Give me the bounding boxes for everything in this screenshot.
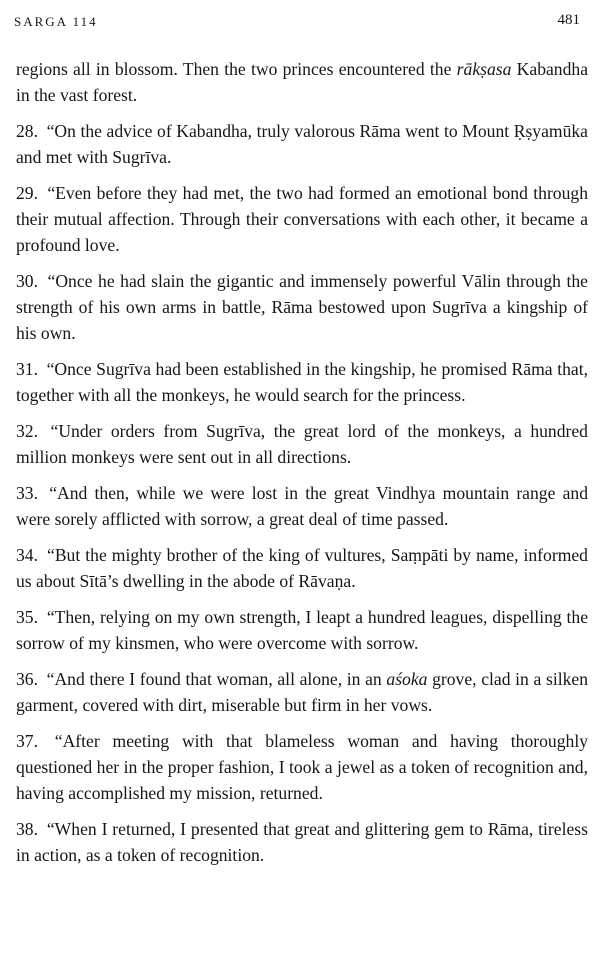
verse-number: 29. (16, 183, 38, 203)
paragraph-text: “Then, relying on my own strength, I leapt a hundred leagues, dispelling the sorrow of my kinsmen, who were overcome with sorrow. (16, 607, 589, 653)
verse-number: 31. (16, 359, 38, 379)
verse-number: 28. (16, 121, 38, 141)
paragraph-text: “Under orders from Sugrīva, the great lord of the monkeys, a hundred million monkeys were sent out in all directions. (16, 421, 588, 467)
verse-number: 32. (16, 421, 38, 441)
paragraph-32 (16, 418, 588, 470)
paragraph-37 (16, 728, 588, 806)
paragraph-30 (16, 268, 588, 346)
verse-number: 38. (16, 819, 38, 839)
paragraph-text-b: Kabandha in the vast forest. (16, 59, 588, 105)
paragraph-29 (16, 180, 588, 258)
paragraph-text: “But the mighty brother of the king of vultures, Saṃpāti by name, informed us about Sītā’s dwelling in the abode of Rāvaṇa. (16, 545, 588, 591)
verse-number: 37. (16, 731, 38, 751)
paragraph-text-a: regions all in blossom. Then the two princes encountered the (16, 59, 457, 79)
verse-number: 36. (16, 669, 38, 689)
paragraph-text-b: grove, clad in a silken garment, covered with dirt, miserable but firm in her vows. (16, 669, 589, 715)
body-text (16, 56, 588, 878)
paragraph-text: “Once Sugrīva had been established in the kingship, he promised Rāma that, together with all the monkeys, he would search for the princess. (16, 359, 588, 405)
paragraph-text: “After meeting with that blameless woman and having thoroughly questioned her in the proper fashion, I took a jewel as a token of recognition and, having accomplished my mission, returned. (16, 731, 589, 803)
paragraph-text: “When I returned, I presented that great and glittering gem to Rāma, tireless in action, as a token of recognition. (16, 819, 588, 865)
running-head (14, 8, 580, 32)
paragraph-continuation (16, 56, 588, 108)
verse-number: 33. (16, 483, 38, 503)
paragraph-36 (16, 666, 588, 718)
paragraph-38 (16, 816, 588, 868)
verse-number: 35. (16, 607, 38, 627)
paragraph-28 (16, 118, 588, 170)
paragraph-text: “And then, while we were lost in the great Vindhya mountain range and were sorely afflicted with sorrow, a great deal of time passed. (16, 483, 588, 529)
paragraph-31 (16, 356, 588, 408)
paragraph-text: “On the advice of Kabandha, truly valorous Rāma went to Mount Ṛṣyamūka and met with Sugrīva. (16, 121, 588, 167)
italic-term-raksasa: rākṣasa (456, 59, 512, 79)
paragraph-text-a: “And there I found that woman, all alone, in an (46, 669, 387, 689)
paragraph-text: “Even before they had met, the two had formed an emotional bond through their mutual affection. Through their conversations with each other, it became a profound love. (16, 183, 588, 255)
paragraph-34 (16, 542, 588, 594)
paragraph-text: “Once he had slain the gigantic and immensely powerful Vālin through the strength of his own arms in battle, Rāma bestowed upon Sugrīva a kingship of his own. (16, 271, 588, 343)
paragraph-35 (16, 604, 588, 656)
verse-number: 30. (16, 271, 38, 291)
section-title: SARGA 114 (14, 14, 98, 29)
paragraph-33 (16, 480, 588, 532)
verse-number: 34. (16, 545, 38, 565)
italic-term-asoka: aśoka (386, 669, 428, 689)
page-number: 481 (557, 12, 580, 28)
